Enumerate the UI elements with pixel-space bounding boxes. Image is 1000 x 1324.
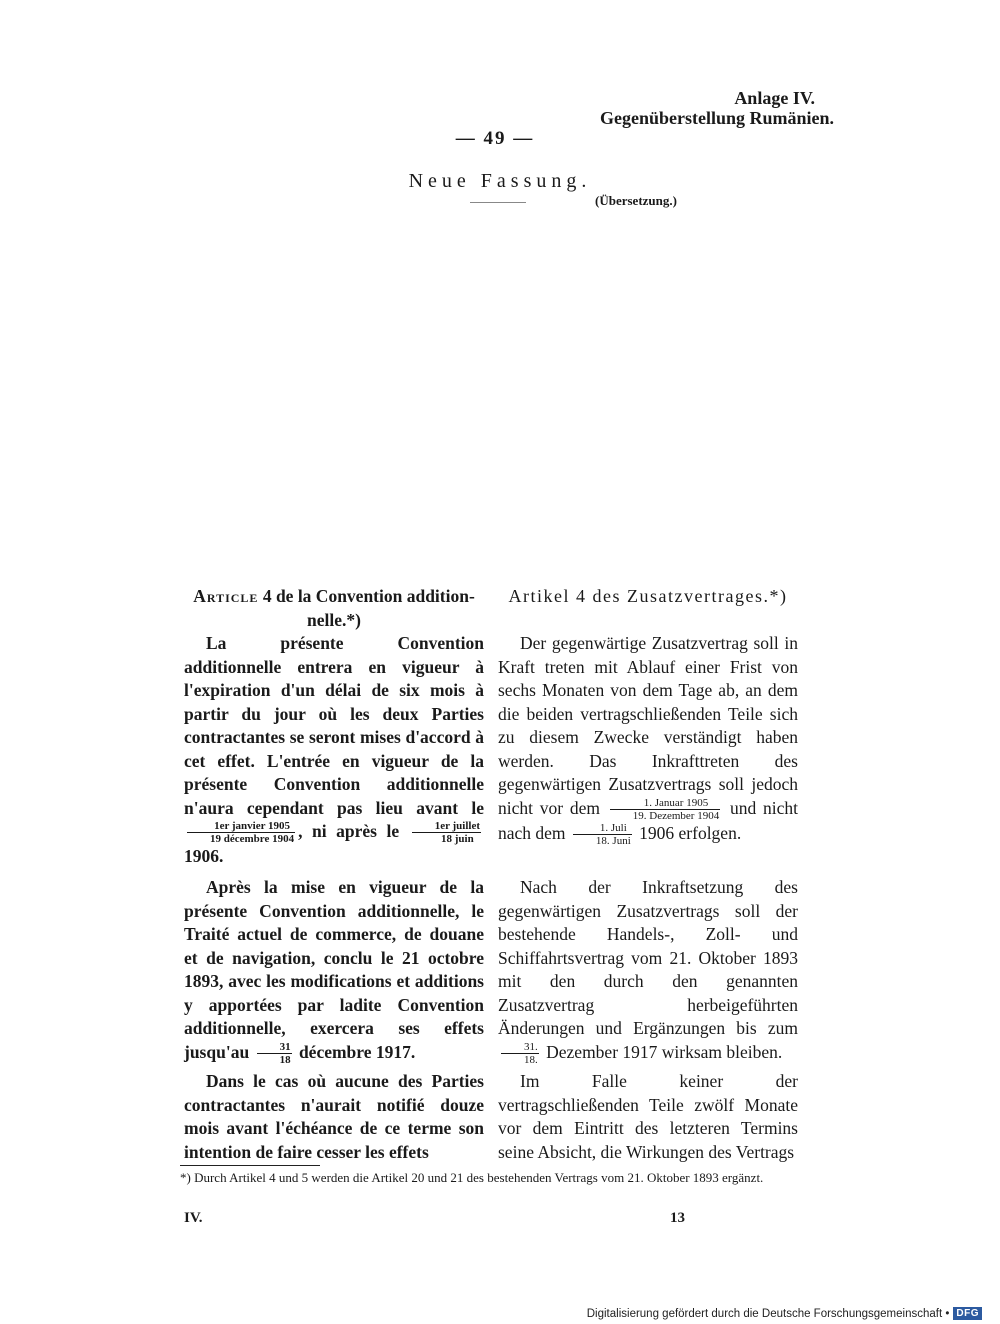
page-number: — 49 — [455, 128, 535, 149]
annex-subtitle: Gegenüberstellung Rumänien. [600, 108, 835, 128]
french-title-caps: Article [193, 586, 259, 606]
german-date-fraction-2: $\frac{\text{1. Juli}}{\text{18. Juni}}$ [573, 822, 632, 847]
translation-note: (Übersetzung.) [595, 193, 677, 208]
section-heading: Neue Fassung. [408, 170, 592, 192]
german-p2-text: Nach der Inkraftsetzung des gegenwärtigen Zusatzvertrags soll der bestehende Handels-, Zoll- und Schiffahrtsvertrag vom 21. Oktober 1893 mit den durch den genannten Zusatzvertrag herbeigeführten Änderungen und Ergänzungen bis zum [498, 877, 798, 1038]
german-p3-text: Im Falle keiner der vertragschließenden Teile zwölf Monate vor dem Eintritt des letzteren Termins seine Absicht, die Wirkungen des Vertrags [498, 1071, 798, 1162]
annex-header [600, 88, 835, 128]
french-p2-text-b: décembre 1917. [298, 1041, 416, 1062]
german-paragraph-2 [498, 876, 798, 1066]
german-p1-text: Der gegenwärtige Zusatzvertrag soll in Kraft treten mit Ablauf einer Frist von sechs Monaten von dem Tage ab, an dem die beiden vertragschließenden Teile sich zu diesem Zwecke verständigt haben werden. Das Inkrafttreten des gegenwärtigen Zusatzvertrags soll jedoch nicht vor dem [498, 633, 798, 818]
german-p1-text-b: und nicht nach dem [498, 797, 799, 843]
german-article-title: Artikel 4 des Zusatzvertrages.*) [508, 586, 788, 606]
dfg-credit-text: Digitalisierung gefördert durch die Deutsche Forschungsgemeinschaft • [586, 1307, 950, 1320]
french-p1-text-c: 1906. [184, 846, 224, 867]
german-paragraph-1 [498, 632, 798, 847]
french-p3-text: Dans le cas où aucune des Parties contractantes n'aurait notifié douze mois avant l'échéance de ce terme son intention de faire cesser les effets [184, 1071, 484, 1162]
german-paragraph-3 [498, 1070, 798, 1164]
german-date-fraction-1: $\frac{\text{1. Januar 1905}}{\text{19. Dezember 1904}}$ [610, 797, 720, 822]
signature-mark: IV. [184, 1210, 203, 1226]
dfg-credit [587, 1307, 982, 1320]
footnote: *) Durch Artikel 4 und 5 werden die Artikel 20 und 21 des bestehenden Vertrags vom 21. Oktober 1893 ergänzt. [180, 1170, 764, 1185]
french-p2-text: Après la mise en vigueur de la présente Convention additionnelle, le Traité actuel de commerce, de douane et de navigation, conclu le 21 octobre 1893, avec les modifications et additions y apportées par ladite Convention additionnelle, exercera ses effets jusqu'au [184, 877, 484, 1062]
german-p2-text-b: Dezember 1917 wirksam bleiben. [546, 1041, 783, 1062]
sheet-number: 13 [670, 1210, 685, 1226]
french-paragraph-3 [184, 1070, 484, 1164]
french-p1-text-b: , ni après le [298, 821, 400, 841]
german-p1-text-c: 1906 erfolgen. [639, 822, 742, 843]
french-p1-text: La présente Convention additionnelle entrera en vigueur à l'expiration d'un délai de six mois à partir du jour où les deux Parties contractantes se seront mises d'accord à cet effet. L'entrée en vigueur de la présente Convention additionnelle n'aura cependant pas lieu avant le [184, 633, 484, 818]
french-paragraph-1 [184, 632, 484, 869]
french-date-fraction-3: $\frac{31}{18}$ [257, 1041, 292, 1066]
heading-divider [470, 202, 526, 203]
french-title-rest: 4 de la Convention addition-nelle.*) [258, 586, 475, 630]
french-article-title [184, 585, 484, 632]
german-date-fraction-3: $\frac{31.}{18.}$ [501, 1041, 539, 1066]
annex-label: Anlage IV. [734, 88, 815, 108]
dfg-logo: DFG [953, 1307, 982, 1320]
french-date-fraction-1: $\frac{\text{1er janvier 1905}}{\text{19 décembre 1904}}$ [187, 820, 295, 845]
french-paragraph-2 [184, 876, 484, 1066]
french-date-fraction-2: $\frac{\text{1er juillet}}{\text{18 juin}}$ [412, 820, 481, 845]
footnote-rule [180, 1165, 320, 1166]
